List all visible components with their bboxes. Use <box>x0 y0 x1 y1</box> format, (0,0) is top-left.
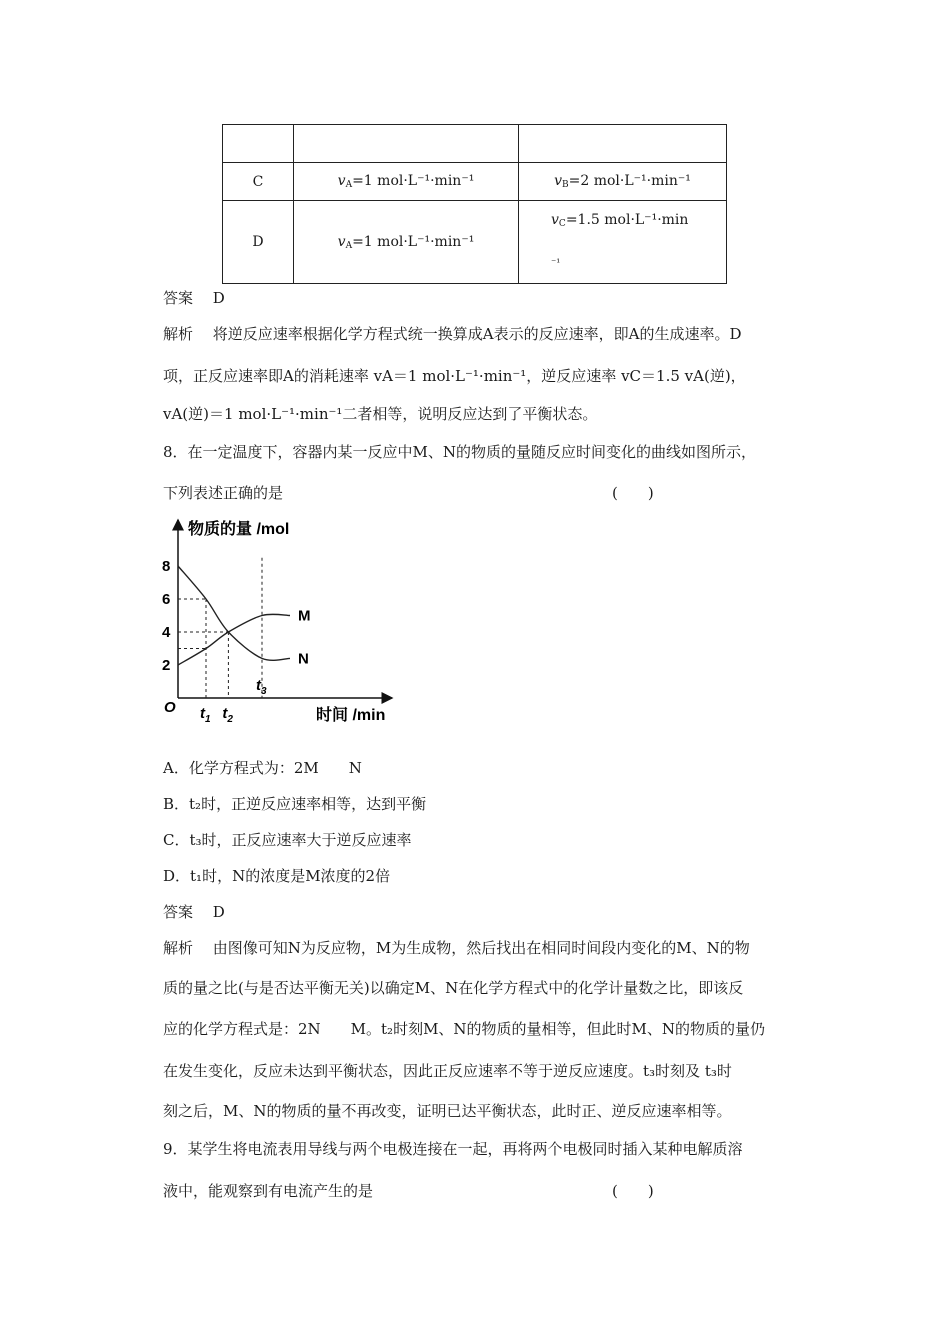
y-tick-label: 4 <box>162 624 171 641</box>
option-b: B．t₂时，正逆反应速率相等，达到平衡 <box>163 795 427 813</box>
table-cell-label: C <box>223 163 294 201</box>
analysis-line: 在发生变化，反应未达到平衡状态，因此正反应速率不等于逆反应速度。t₃时刻及 t₃时 <box>163 1062 732 1080</box>
analysis-line: 质的量之比(与是否达平衡无关)以确定M、N在化学方程式中的化学计量数之比，即该反 <box>163 979 744 997</box>
option-a: A．化学方程式为：2M N <box>163 759 362 777</box>
analysis-line: 项，正反应速率即A的消耗速率 vA＝1 mol·L⁻¹·min⁻¹，逆反应速率 vC＝1.5 vA(逆)， <box>163 367 746 385</box>
table-row <box>223 201 727 284</box>
rate-table <box>222 124 727 284</box>
analysis-line: 应的化学方程式是：2N M。t₂时刻M、N的物质的量相等，但此时M、N的物质的量仍 <box>163 1020 766 1038</box>
answer-line: 答案 D <box>163 289 225 307</box>
series-line-M <box>178 614 290 665</box>
analysis-line: 解析 将逆反应速率根据化学方程式统一换算成A表示的反应速率，即A的生成速率。D <box>163 325 742 343</box>
table-cell: $v_C=1.5$ mol·L⁻¹·min ⁻¹ <box>519 201 727 284</box>
x-tick-label: $t_3$ <box>256 677 267 697</box>
origin-label: O <box>164 699 176 716</box>
analysis-line: vA(逆)＝1 mol·L⁻¹·min⁻¹二者相等，说明反应达到了平衡状态。 <box>163 405 598 423</box>
table-cell <box>519 125 727 163</box>
option-d: D．t₁时，N的浓度是M浓度的2倍 <box>163 867 391 885</box>
chart-layer <box>162 558 311 725</box>
answer-line: 答案 D <box>163 903 225 921</box>
answer-paren: ( ) <box>612 484 654 502</box>
series-label-N: N <box>298 650 309 668</box>
table-cell-label: D <box>223 201 294 284</box>
question-stem: 液中，能观察到有电流产生的是 <box>163 1182 374 1200</box>
table-cell: $v_B=2$ mol·L⁻¹·min⁻¹ <box>519 163 727 201</box>
answer-paren: ( ) <box>612 1182 654 1200</box>
y-tick-label: 8 <box>162 558 171 575</box>
table-cell <box>294 125 519 163</box>
amount-time-chart <box>160 512 400 727</box>
analysis-line: 解析 由图像可知N为反应物，M为生成物，然后找出在相同时间段内变化的M、N的物 <box>163 939 750 957</box>
series-label-M: M <box>298 607 311 625</box>
table-row <box>223 163 727 201</box>
series-line-N <box>178 566 290 660</box>
table-cell: $v_A=1$ mol·L⁻¹·min⁻¹ <box>294 201 519 284</box>
analysis-line: 刻之后，M、N的物质的量不再改变，证明已达平衡状态，此时正、逆反应速率相等。 <box>163 1102 732 1120</box>
question-stem: 9．某学生将电流表用导线与两个电极连接在一起，再将两个电极同时插入某种电解质溶 <box>163 1140 743 1158</box>
y-axis-label: 物质的量 /mol <box>188 521 290 538</box>
option-c: C．t₃时，正反应速率大于逆反应速率 <box>163 831 412 849</box>
x-axis-label: 时间 /min <box>316 707 386 724</box>
table-row <box>223 125 727 163</box>
x-tick-label: $t_2$ <box>222 705 233 725</box>
question-stem: 8．在一定温度下，容器内某一反应中M、N的物质的量随反应时间变化的曲线如图所示， <box>163 443 757 461</box>
question-stem: 下列表述正确的是 <box>163 484 284 502</box>
table-cell <box>223 125 294 163</box>
table-cell: $v_A=1$ mol·L⁻¹·min⁻¹ <box>294 163 519 201</box>
x-tick-label: $t_1$ <box>200 705 211 725</box>
y-tick-label: 2 <box>162 657 171 674</box>
y-tick-label: 6 <box>162 591 171 608</box>
